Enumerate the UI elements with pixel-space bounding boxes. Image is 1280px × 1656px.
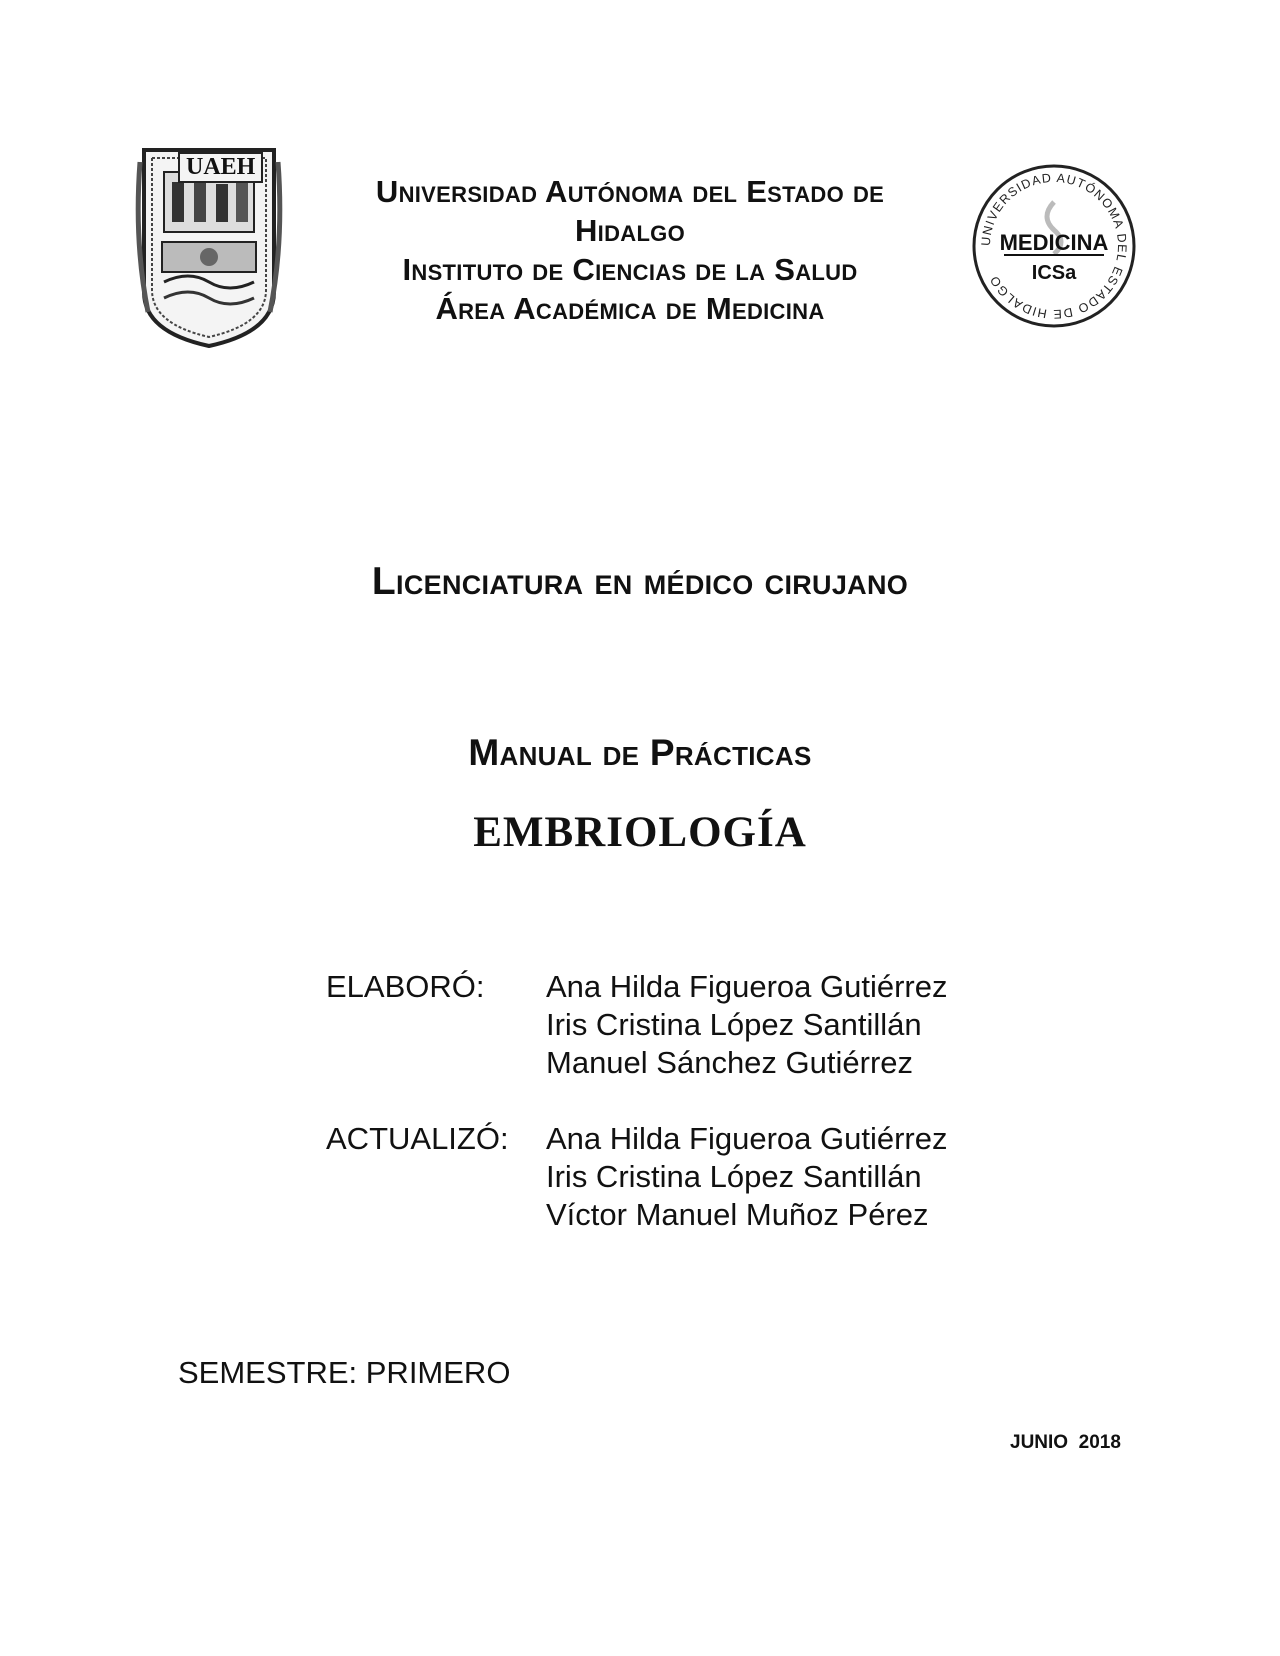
seal-ring-text: UNIVERSIDAD AUTÓNOMA DEL ESTADO DE HIDALGO xyxy=(978,170,1130,322)
elaboro-label: ELABORÓ: xyxy=(326,969,485,1004)
uaeh-crest-logo xyxy=(134,142,284,348)
university-name-line2: Hidalgo xyxy=(574,213,686,248)
degree-title: Licenciatura en médico cirujano xyxy=(371,560,909,603)
seal-icsa-text: ICSa xyxy=(1031,262,1077,284)
header-institution xyxy=(300,172,960,328)
elaboro-names xyxy=(546,968,947,1082)
actualizo-name: Iris Cristina López Santillán xyxy=(546,1159,922,1194)
subject-title: EMBRIOLOGÍA xyxy=(473,809,807,856)
university-name-line1: Universidad Autónoma del Estado de xyxy=(375,174,885,209)
manual-title: Manual de Prácticas xyxy=(468,732,812,773)
elaboro-name: Iris Cristina López Santillán xyxy=(546,1007,922,1042)
uaeh-crest-text: UAEH xyxy=(178,152,263,183)
actualizo-names xyxy=(546,1120,947,1234)
elaboro-name: Ana Hilda Figueroa Gutiérrez xyxy=(546,969,948,1004)
elaboro-name: Manuel Sánchez Gutiérrez xyxy=(546,1045,914,1080)
academic-area: Área Académica de Medicina xyxy=(435,291,825,326)
semester-label: SEMESTRE: PRIMERO xyxy=(178,1355,511,1390)
actualizo-name: Ana Hilda Figueroa Gutiérrez xyxy=(546,1121,948,1156)
icsa-medicine-seal-icon xyxy=(970,162,1138,330)
document-date: JUNIO 2018 xyxy=(1010,1432,1121,1453)
seal-medicina-text: MEDICINA xyxy=(999,230,1109,255)
actualizo-name: Víctor Manuel Muñoz Pérez xyxy=(546,1197,929,1232)
institute-name: Instituto de Ciencias de la Salud xyxy=(402,252,858,287)
icsa-seal-logo xyxy=(970,162,1138,330)
actualizo-label: ACTUALIZÓ: xyxy=(326,1121,509,1156)
